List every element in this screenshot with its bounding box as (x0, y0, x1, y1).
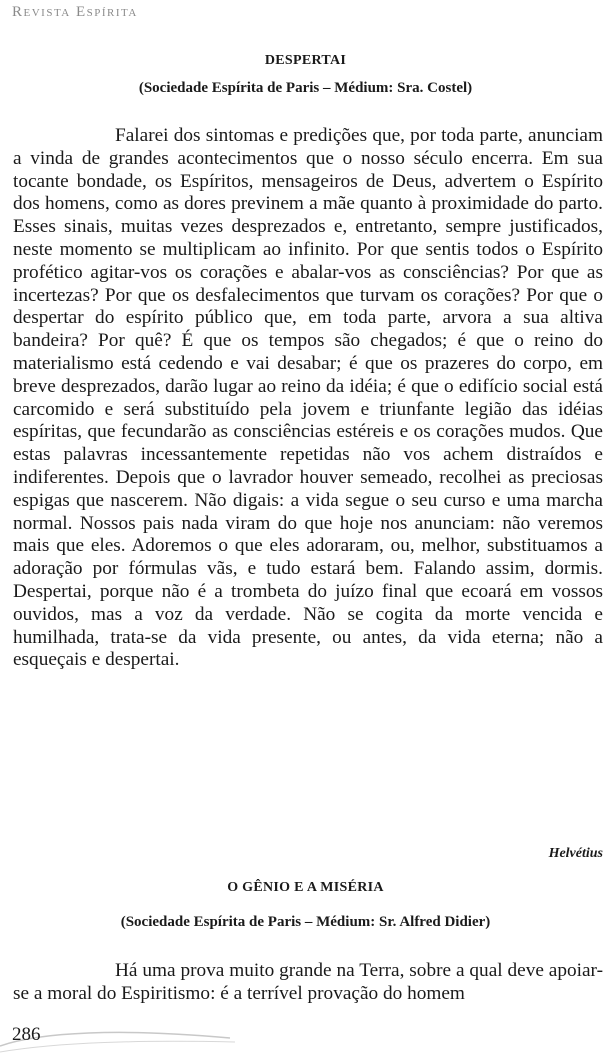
article-subtitle-genio: (Sociedade Espírita de Paris – Médium: Sr. Alfred Didier) (120, 914, 491, 930)
article-body-genio (13, 960, 603, 1006)
article-body-despertai (13, 125, 603, 672)
article-subtitle-despertai: (Sociedade Espírita de Paris – Médium: Sra. Costel) (138, 80, 473, 96)
page-number: 286 (12, 1024, 41, 1045)
article-title-genio: O GÊNIO E A MISÉRIA (227, 880, 384, 895)
article-title-despertai: DESPERTAI (264, 53, 347, 68)
article-paragraph: Há uma prova muito grande na Terra, sobre a qual deve apoiar-se a moral do Espiritismo: é a terrível provação do homem (13, 960, 603, 1004)
signature-helvetius: Helvétius (548, 846, 603, 861)
article-paragraph: Falarei dos sintomas e predições que, por toda parte, anunciam a vinda de grandes acontecimentos que o nosso século encerra. Em sua tocante bondade, os Espíritos, mensageiros de Deus, advertem o Espírito dos homens, como as dores previnem a mãe quanto à proximidade do parto. Esses sinais, muitas vezes desprezados e, entretanto, sempre justificados, neste momento se multiplicam ao infinito. Por que sentis todos o Espírito profético agitar-vos os corações e abalar-vos as consciências? Por que as incertezas? Por que os desfalecimentos que turvam os corações? Por que o despertar do espírito público que, em toda parte, arvora a sua altiva bandeira? Por quê? É que os tempos são chegados; é que o reino do materialismo está cedendo e vai desabar; é que os prazeres do corpo, em breve desprezados, darão lugar ao reino da idéia; é que o edifício social está carcomido e será substituído pela jovem e triunfante legião das idéias espíritas, que fecundarão as consciências estéreis e os corações mudos. Que estas palavras incessantemente repetidas não vos achem distraídos e indiferentes. Depois que o lavrador houver semeado, recolhei as preciosas espigas que nascerem. Não digais: a vida segue o seu curso e uma marcha normal. Nossos pais nada viram do que hoje nos anunciam: não veremos mais que eles. Adoremos o que eles adoraram, ou, melhor, substituamos a adoração por fórmulas vãs, e tudo estará bem. Falando assim, dormis. Despertai, porque não é a trombeta do juízo final que ecoará em vossos ouvidos, mas a voz da verdade. Não se cogita da morte vencida e humilhada, trata-se da vida presente, ou antes, da vida eterna; não a esqueçais e despertai. (13, 125, 603, 671)
running-header: Revista Espírita (12, 4, 138, 20)
